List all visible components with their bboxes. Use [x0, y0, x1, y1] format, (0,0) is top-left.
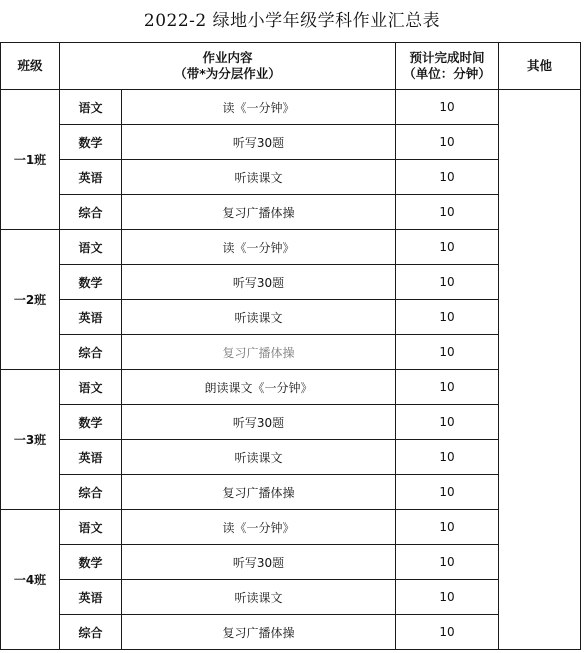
subject-cell: 语文: [60, 370, 122, 405]
table-row: [1, 195, 581, 230]
subject-cell: 语文: [60, 230, 122, 265]
homework-content-cell: 复习广播体操: [122, 335, 396, 370]
table-row: [1, 335, 581, 370]
header-class: 班级: [1, 43, 60, 90]
homework-content-cell: 复习广播体操: [122, 195, 396, 230]
estimated-time-cell: 10: [396, 335, 499, 370]
estimated-time-cell: 10: [396, 545, 499, 580]
table-row: [1, 405, 581, 440]
header-time-title: 预计完成时间: [409, 50, 485, 65]
table-row: [1, 125, 581, 160]
estimated-time-cell: 10: [396, 90, 499, 125]
homework-summary-table: [0, 42, 581, 650]
subject-cell: 语文: [60, 90, 122, 125]
table-row: [1, 580, 581, 615]
subject-cell: 语文: [60, 510, 122, 545]
homework-content-cell: 听读课文: [122, 440, 396, 475]
header-other: 其他: [499, 43, 581, 90]
estimated-time-cell: 10: [396, 160, 499, 195]
homework-content-cell: 复习广播体操: [122, 615, 396, 650]
table-row: [1, 370, 581, 405]
header-content-note: （带*为分层作业）: [174, 66, 281, 81]
header-row: [1, 43, 581, 90]
table-row: [1, 545, 581, 580]
table-row: [1, 90, 581, 125]
estimated-time-cell: 10: [396, 195, 499, 230]
header-content: [60, 43, 396, 90]
subject-cell: 数学: [60, 545, 122, 580]
estimated-time-cell: 10: [396, 440, 499, 475]
homework-content-cell: 听写30题: [122, 545, 396, 580]
table-row: [1, 160, 581, 195]
subject-cell: 数学: [60, 125, 122, 160]
other-notes-cell: [499, 90, 581, 650]
estimated-time-cell: 10: [396, 510, 499, 545]
estimated-time-cell: 10: [396, 125, 499, 160]
class-name-cell: 一4班: [1, 510, 60, 650]
table-row: [1, 510, 581, 545]
homework-content-cell: 复习广播体操: [122, 475, 396, 510]
homework-content-cell: 听写30题: [122, 405, 396, 440]
homework-content-cell: 读《一分钟》: [122, 510, 396, 545]
subject-cell: 数学: [60, 405, 122, 440]
estimated-time-cell: 10: [396, 475, 499, 510]
subject-cell: 英语: [60, 160, 122, 195]
table-body: [1, 90, 581, 650]
subject-cell: 英语: [60, 300, 122, 335]
subject-cell: 综合: [60, 195, 122, 230]
subject-cell: 综合: [60, 615, 122, 650]
subject-cell: 英语: [60, 580, 122, 615]
estimated-time-cell: 10: [396, 300, 499, 335]
header-content-title: 作业内容: [202, 50, 253, 65]
estimated-time-cell: 10: [396, 405, 499, 440]
homework-content-cell: 听读课文: [122, 580, 396, 615]
estimated-time-cell: 10: [396, 370, 499, 405]
homework-content-cell: 朗读课文《一分钟》: [122, 370, 396, 405]
table-row: [1, 300, 581, 335]
homework-content-cell: 听写30题: [122, 125, 396, 160]
sheet-title: 2022-2 绿地小学年级学科作业汇总表: [143, 11, 441, 31]
header-time-unit: （单位：分钟）: [403, 66, 491, 81]
subject-cell: 综合: [60, 475, 122, 510]
subject-cell: 数学: [60, 265, 122, 300]
homework-content-cell: 读《一分钟》: [122, 230, 396, 265]
homework-content-cell: 听读课文: [122, 300, 396, 335]
subject-cell: 综合: [60, 335, 122, 370]
class-name-cell: 一1班: [1, 90, 60, 230]
estimated-time-cell: 10: [396, 230, 499, 265]
table-row: [1, 265, 581, 300]
homework-content-cell: 读《一分钟》: [122, 90, 396, 125]
table-row: [1, 230, 581, 265]
table-row: [1, 615, 581, 650]
subject-cell: 英语: [60, 440, 122, 475]
homework-content-cell: 听读课文: [122, 160, 396, 195]
header-time: [396, 43, 499, 90]
estimated-time-cell: 10: [396, 265, 499, 300]
estimated-time-cell: 10: [396, 615, 499, 650]
table-row: [1, 475, 581, 510]
estimated-time-cell: 10: [396, 580, 499, 615]
table-row: [1, 440, 581, 475]
class-name-cell: 一3班: [1, 370, 60, 510]
class-name-cell: 一2班: [1, 230, 60, 370]
homework-content-cell: 听写30题: [122, 265, 396, 300]
